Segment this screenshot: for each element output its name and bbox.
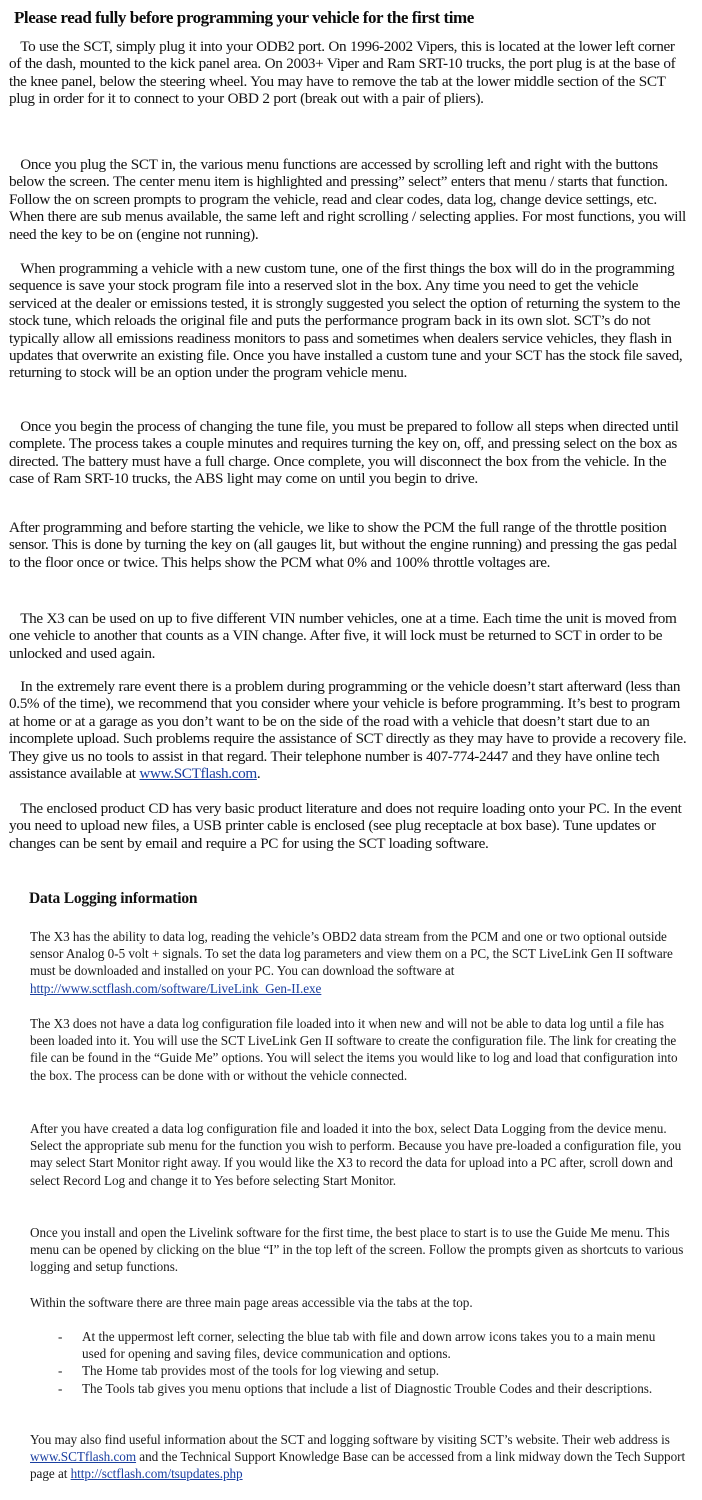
paragraph-text: After programming and before starting the vehicle, we like to show the PCM the full range of the throttle position sensor. This is done by turning the key on (all gauges lit, but without the engine running) and pressing the gas pedal to the floor once or twice. This helps show the PCM what 0% and 100% throttle voltages are.: [9, 519, 677, 571]
paragraph-text: The enclosed product CD has very basic product literature and does not require loading onto your PC. In the event you need to upload new files, a USB printer cable is enclosed (see plug receptacle at box base). Tune updates or changes can be sent by email and require a PC for using the SCT loading software.: [9, 800, 682, 852]
paragraph-text: Within the software there are three main page areas accessible via the tabs at the top.: [30, 1295, 473, 1310]
page-areas-list: [58, 1328, 678, 1397]
paragraph-guide-me: [30, 1224, 690, 1276]
paragraph-start-monitor: [30, 1120, 690, 1189]
paragraph-text: To use the SCT, simply plug it into your ODB2 port. On 1996-2002 Vipers, this is located at the lower left corner of the dash, mounted to the kick panel area. On 2003+ Viper and Ram SRT-10 trucks, the port plug is at the base of the knee panel, below the steering wheel. You may have to remove the tab at the lower middle section of the SCT plug in order for it to connect to your OBD 2 port (break out with a pair of pliers).: [9, 38, 676, 108]
paragraph-text-before: The X3 has the ability to data log, reading the vehicle’s OBD2 data stream from the PCM and one or two optional outside sensor Analog 0-5 volt + signals. To set the data log parameters and view them on a PC, the SCT LiveLink Gen II software must be downloaded and installed on your PC. You can download the software at: [30, 929, 673, 979]
paragraph-text: The X3 can be used on up to five different VIN number vehicles, one at a time. Each time the unit is moved from one vehicle to another that counts as a VIN change. After five, it will lock must be returned to SCT in order to be unlocked and used again.: [9, 610, 677, 662]
paragraph-text: The X3 does not have a data log configuration file loaded into it when new and will not be able to data log until a file has been loaded into it. You will use the SCT LiveLink Gen II software to create the configuration file. The link for creating the file can be found in the “Guide Me” options. You will select the items you would like to log and load that configuration into the box. The process can be done with or without the vehicle connected.: [30, 1016, 678, 1083]
paragraph-plug-in: [9, 38, 689, 108]
paragraph-product-cd: [9, 800, 689, 852]
paragraph-config-file: [30, 1015, 690, 1084]
paragraph-recovery: [9, 678, 689, 782]
sctflash-link[interactable]: www.SCTflash.com: [139, 765, 257, 783]
list-item: [58, 1328, 678, 1362]
list-item: [58, 1380, 678, 1397]
paragraph-vin-limit: [9, 610, 689, 662]
paragraph-text: Once you install and open the Livelink software for the first time, the best place to start is to use the Guide Me menu. This menu can be opened by clicking on the blue “I” in the top left of the screen. Follow the prompts given as shortcuts to various logging and setup functions.: [30, 1225, 684, 1275]
paragraph-tune-process: [9, 418, 689, 488]
bullet-dash: -: [58, 1380, 63, 1396]
livelink-download-link[interactable]: http://www.sctflash.com/software/LiveLink_Gen-II.exe: [30, 980, 322, 996]
paragraph-data-log-ability: [30, 928, 690, 997]
paragraph-text-before: In the extremely rare event there is a problem during programming or the vehicle doesn’t start afterward (less than 0.5% of the time), we recommend that you consider where your vehicle is before programming. It’s best to program at home or at a garage as you don’t want to be on the side of the road with a vehicle that doesn’t start due to an incomplete upload. Such problems require the assistance of SCT directly as they may have to provide a recovery file. They give us no tools to assist in that regard. Their telephone number is 407-774-2447 and they have online tech assistance available at: [9, 678, 687, 783]
tech-support-link[interactable]: http://sctflash.com/tsupdates.php: [70, 1466, 243, 1482]
paragraph-text-before: You may also find useful information about the SCT and logging software by visiting SCT’s website. Their web address is: [30, 1432, 670, 1447]
paragraph-page-areas: [30, 1294, 690, 1311]
paragraph-text: Once you begin the process of changing the tune file, you must be prepared to follow all steps when directed until complete. The process takes a couple minutes and requires turning the key on, off, and pressing select on the box as directed. The battery must have a full charge. Once complete, you will disconnect the box from the vehicle. In the case of Ram SRT-10 trucks, the ABS light may come on until you begin to drive.: [9, 418, 679, 488]
list-item-text: At the uppermost left corner, selecting the blue tab with file and down arrow icons takes you to a main menu used for opening and saving files, device communication and options.: [82, 1329, 656, 1362]
paragraph-text-middle: and the Technical Support Knowledge Base can be accessed from a link midway down the Tech Support page at: [30, 1449, 686, 1482]
page-title: Please read fully before programming your vehicle for the first time: [14, 8, 474, 27]
paragraph-website-info: [30, 1431, 690, 1483]
paragraph-text: Once you plug the SCT in, the various menu functions are accessed by scrolling left and right with the buttons below the screen. The center menu item is highlighted and pressing” select” enters that menu / starts that function. Follow the on screen prompts to program the vehicle, read and clear codes, data log, change device settings, etc. When there are sub menus available, the same left and right scrolling / selecting applies. For most functions, you will need the key to be on (engine not running).: [9, 156, 686, 243]
paragraph-text-after: .: [256, 765, 261, 783]
list-item-text: The Home tab provides most of the tools for log viewing and setup.: [82, 1363, 440, 1379]
list-item: [58, 1362, 678, 1379]
paragraph-menu-functions: [9, 156, 689, 243]
sctflash-website-link[interactable]: www.SCTflash.com: [30, 1449, 137, 1465]
section-title-data-logging: Data Logging information: [29, 890, 198, 907]
paragraph-throttle-sensor: [9, 519, 689, 571]
list-item-text: The Tools tab gives you menu options that include a list of Diagnostic Trouble Codes and their descriptions.: [82, 1380, 653, 1396]
paragraph-text: When programming a vehicle with a new custom tune, one of the first things the box will do in the programming sequence is save your stock program file into a reserved slot in the box. Any time you need to get the vehicle serviced at the dealer or emissions tested, it is strongly suggested you select the option of returning the system to the stock tune, which reloads the original file and puts the performance program back in its own slot. SCT’s do not typically allow all emissions readiness monitors to pass and sometimes when dealers service vehicles, they flash in updates that overwrite an existing file. Once you have installed a custom tune and your SCT has the stock file saved, returning to stock will be an option under the program vehicle menu.: [9, 260, 683, 382]
bullet-dash: -: [58, 1329, 63, 1344]
paragraph-text: After you have created a data log configuration file and loaded it into the box, select Data Logging from the device menu. Select the appropriate sub menu for the function you wish to perform. Because you have pre-loaded a configuration file, you may select Start Monitor right away. If you would like the X3 to record the data for upload into a PC after, scroll down and select Record Log and change it to Yes before selecting Start Monitor.: [30, 1121, 682, 1188]
bullet-dash: -: [58, 1363, 63, 1379]
paragraph-text: [30, 928, 690, 997]
paragraph-text: [9, 678, 689, 782]
paragraph-stock-file: [9, 260, 689, 382]
paragraph-text: [30, 1431, 690, 1483]
